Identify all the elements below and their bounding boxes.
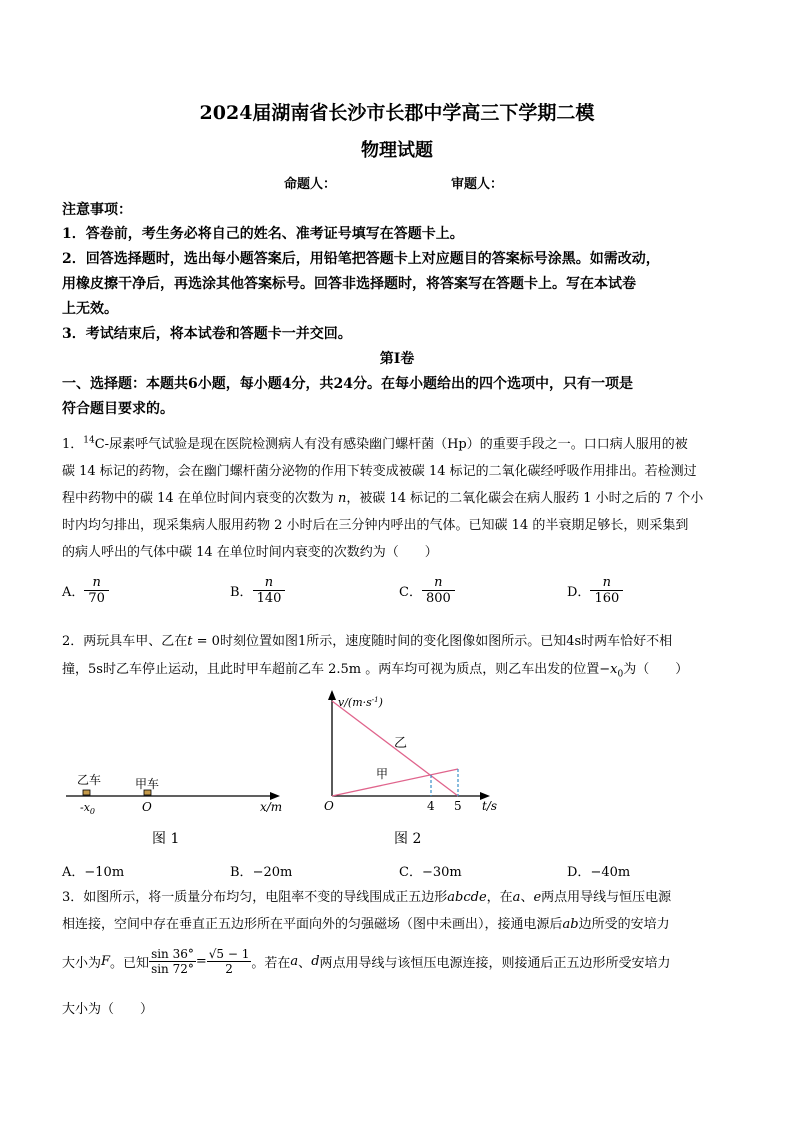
fig2-y-label-end: ) xyxy=(378,696,383,709)
fig1-axis-label: x/m xyxy=(260,800,283,814)
q3-fraction-sin xyxy=(149,947,196,976)
q3-line-1d: 两点用导线与恒压电源 xyxy=(541,890,672,905)
q3-line-1 xyxy=(62,886,671,905)
q1-number: 1． xyxy=(62,437,84,452)
q1-option-b-num: n xyxy=(264,575,274,590)
q3-line-1a: 3．如图所示，将一质量分布均匀，电阻率不变的导线围成正五边形 xyxy=(62,890,448,905)
q2-line-1 xyxy=(62,630,672,649)
reviewer-label: 审题人： xyxy=(451,177,504,192)
q2-line-1a: 2．两玩具车甲、乙在 xyxy=(62,634,188,649)
q1-option-b-den: 140 xyxy=(253,590,286,606)
q3-line-4: 大小为（ ） xyxy=(62,1002,154,1017)
q1-option-d[interactable] xyxy=(567,575,623,606)
q1-line-3 xyxy=(62,487,703,506)
q3-line-3a: 大小为 xyxy=(62,956,102,971)
q3-line-1b: ，在 xyxy=(486,890,513,905)
fig1-car-yi-label: 乙车 xyxy=(77,773,102,787)
q3-var-abcde: abcde xyxy=(447,890,487,905)
q2-option-b-text: −20m xyxy=(252,865,293,880)
q1-option-d-den: 160 xyxy=(590,590,623,606)
notice-item-3: 3．考试结束后，将本试卷和答题卡一并交回。 xyxy=(62,326,352,342)
q3-line-2 xyxy=(62,913,670,932)
q2-figure-1 xyxy=(60,760,300,855)
fig2-y-axis-label xyxy=(338,696,383,709)
fig1-x0-sub: 0 xyxy=(89,807,96,816)
notice-item-2-line-2: 用橡皮擦干净后，再选涂其他答案标号。回答非选择题时，将答案写在答题卡上。写在本试卷 xyxy=(62,276,636,292)
q1-option-c-fraction xyxy=(422,575,455,606)
fig2-label-yi: 乙 xyxy=(394,736,408,751)
q3-var-ab: ab xyxy=(562,917,579,932)
q2-line-2 xyxy=(62,658,688,680)
section-instruction-line-1: 一、选择题：本题共6小题，每小题4分，共24分。在每小题给出的四个选项中，只有一项是 xyxy=(62,376,633,392)
q1-option-a-fraction xyxy=(84,575,109,606)
fig1-car-jia-label: 甲车 xyxy=(135,777,160,791)
q1-option-b[interactable] xyxy=(230,575,285,606)
q3-line-1c: 、 xyxy=(520,890,534,905)
q1-option-d-num: n xyxy=(602,575,612,590)
q1-option-b-fraction xyxy=(253,575,286,606)
q3-line-3d1: 、 xyxy=(298,956,312,971)
q2-option-d-text: −40m xyxy=(590,865,631,880)
q1-line-4: 时内均匀排出，现采集病人服用药物 2 小时后在三分钟内呼出的气体。已知碳 14 的半衰期足够长，则采集到 xyxy=(62,518,689,533)
q2-option-c[interactable] xyxy=(399,861,462,880)
q2-line-1b: = 0时刻位置如图1所示，速度随时间的变化图像如图所示。已知4s时两车恰好不相 xyxy=(192,634,673,649)
fig2-y-label-sup: -1 xyxy=(371,696,379,704)
q1-option-c-label: C． xyxy=(399,585,422,600)
q1-option-c[interactable] xyxy=(399,575,455,606)
fig1-car-yi xyxy=(83,790,90,795)
q3-frac1-den: sin 72° xyxy=(151,962,194,976)
q1-option-a-label: A． xyxy=(62,585,85,600)
q1-option-d-fraction xyxy=(590,575,623,606)
q3-line-3b: 。已知 xyxy=(110,956,150,971)
fig2-label-jia: 甲 xyxy=(376,767,389,781)
fig1-caption: 图 1 xyxy=(152,831,180,847)
q2-option-c-text: −30m xyxy=(421,865,462,880)
q1-isotope-sup: 14 xyxy=(83,435,95,446)
q2-var-x0-sub: 0 xyxy=(617,669,624,680)
q3-line-2a: 相连接，空间中存在垂直正五边形所在平面向外的匀强磁场（图中未画出），接通电源后 xyxy=(62,917,563,932)
q1-option-a[interactable] xyxy=(62,575,109,606)
q2-option-b-label: B． xyxy=(230,865,253,880)
q1-option-d-label: D． xyxy=(567,585,591,600)
q3-equals: = xyxy=(195,954,207,969)
q2-option-c-label: C． xyxy=(399,865,422,880)
q1-line-5: 的病人呼出的气体中碳 14 在单位时间内衰变的次数约为（ ） xyxy=(62,545,438,560)
q2-option-a-text: −10m xyxy=(84,865,125,880)
fig2-origin-label: O xyxy=(324,799,334,813)
q2-line-2b: 为（ ） xyxy=(623,662,689,677)
fig2-y-axis-arrow xyxy=(328,690,336,700)
q1-line-1 xyxy=(62,433,688,452)
q2-figure-2 xyxy=(310,686,520,851)
volume-label: 第Ⅰ卷 xyxy=(379,351,415,367)
q2-line-2a: 撞，5s时乙车停止运动，且此时甲车超前乙车 2.5m 。两车均可视为质点，则乙车出发的位置 xyxy=(62,662,600,677)
q1-line-2: 碳 14 标记的药物，会在幽门螺杆菌分泌物的作用下转变成被碳 14 标记的二氧化碳经呼吸作用排出。若检测过 xyxy=(62,464,697,479)
q3-line-2b: 边所受的安培力 xyxy=(578,917,670,932)
q2-option-b[interactable] xyxy=(230,861,292,880)
q2-option-d-label: D． xyxy=(567,865,591,880)
fig1-origin-label: O xyxy=(142,800,152,814)
q2-option-a-label: A． xyxy=(62,865,85,880)
q3-frac2-den: 2 xyxy=(207,961,252,976)
page-subtitle: 物理试题 xyxy=(361,140,433,161)
q1-option-a-num: n xyxy=(92,575,101,590)
fig1-x0-label xyxy=(80,801,95,816)
fig1-x-axis-arrow xyxy=(270,792,280,800)
q1-var-n: n xyxy=(337,491,347,506)
q3-var-d: d xyxy=(311,954,320,969)
notice-item-2-line-1: 2．回答选择题时，选出每小题答案后，用铅笔把答题卡上对应题目的答案标号涂黑。如需改动， xyxy=(62,251,660,267)
q3-fraction-sqrt xyxy=(207,947,252,976)
q2-var-t: t xyxy=(187,634,193,649)
q2-var-x0: −x xyxy=(599,662,618,677)
q3-frac2-num: √5 − 1 xyxy=(208,947,250,961)
section-instruction-line-2: 符合题目要求的。 xyxy=(62,401,174,417)
q3-line-3e: 两点用导线与该恒压电源连接，则接通后正五边形所受安培力 xyxy=(319,956,671,971)
fig2-tick-4: 4 xyxy=(427,799,435,813)
q1-line-3a: 程中药物中的碳 14 在单位时间内衰变的次数为 xyxy=(62,491,338,506)
q1-line-3b: ，被碳 14 标记的二氧化碳会在病人服药 1 小时之后的 7 个小 xyxy=(346,491,704,506)
q2-option-d[interactable] xyxy=(567,861,630,880)
q3-line-3 xyxy=(62,947,671,976)
q3-var-e: e xyxy=(533,890,542,905)
q3-line-3c: 。若在 xyxy=(251,956,291,971)
fig2-tick-5: 5 xyxy=(454,799,462,813)
q3-var-F: F xyxy=(101,954,111,969)
q1-line-1-text: C-尿素呼气试验是现在医院检测病人有没有感染幽门螺杆菌（Hp）的重要手段之一。口口病人服用的被 xyxy=(94,437,688,452)
page-title: 2024届湖南省长沙市长郡中学高三下学期二模 xyxy=(199,102,595,124)
q1-option-c-num: n xyxy=(434,575,443,590)
fig2-y-label-text: v/(m·s xyxy=(338,696,372,709)
notice-item-1: 1．答卷前，考生务必将自己的姓名、准考证号填写在答题卡上。 xyxy=(62,226,464,242)
fig1-x0-text: -x xyxy=(80,801,90,814)
q1-option-b-label: B． xyxy=(230,585,253,600)
fig2-x-axis-label: t/s xyxy=(482,799,498,813)
q3-var-a: a xyxy=(512,890,521,905)
fig2-caption: 图 2 xyxy=(394,831,422,847)
q3-var-a2: a xyxy=(290,954,299,969)
q3-frac1-num: sin 36° xyxy=(151,947,194,961)
setter-label: 命题人： xyxy=(284,177,337,192)
notice-heading: 注意事项： xyxy=(62,202,132,218)
q2-option-a[interactable] xyxy=(62,861,124,880)
notice-item-2-line-3: 上无效。 xyxy=(62,301,118,317)
q1-option-a-den: 70 xyxy=(84,590,109,606)
q1-option-c-den: 800 xyxy=(422,590,455,606)
